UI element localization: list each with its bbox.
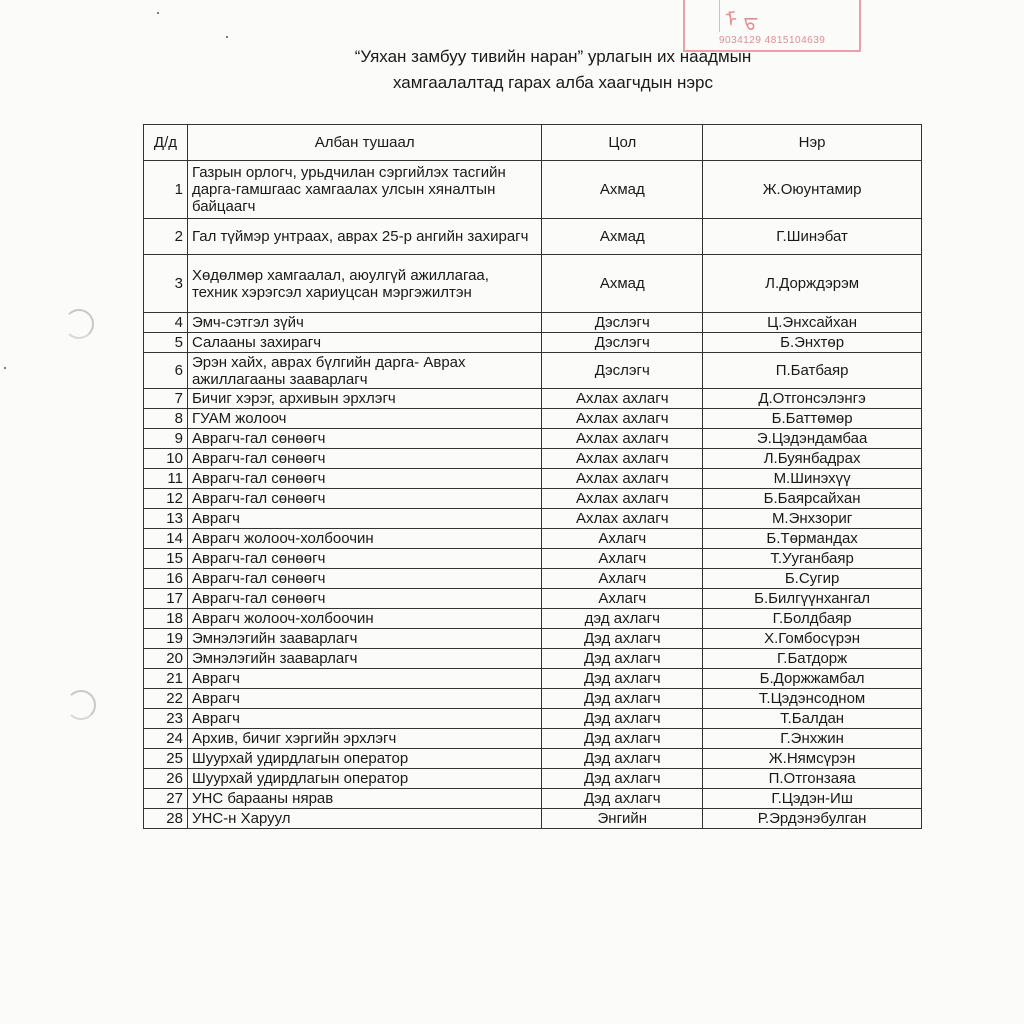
row-position: Шуурхай удирдлагын оператор (187, 769, 541, 789)
row-name: П.Отгонзаяа (703, 769, 922, 789)
stamp-divider (719, 0, 720, 32)
stamp-glyphs: ᠮ ᠳ (725, 8, 759, 32)
row-position: Эмнэлэгийн зааварлагч (187, 649, 541, 669)
scan-speck (226, 36, 228, 38)
row-name: П.Батбаяр (703, 353, 922, 389)
table-row (144, 333, 922, 353)
row-rank: Дэслэгч (542, 333, 703, 353)
row-number: 2 (144, 219, 188, 255)
row-position: Аврагч-гал сөнөөгч (187, 589, 541, 609)
table-row (144, 509, 922, 529)
table-row (144, 219, 922, 255)
row-number: 8 (144, 409, 188, 429)
row-position: Архив, бичиг хэргийн эрхлэгч (187, 729, 541, 749)
row-name: Д.Отгонсэлэнгэ (703, 389, 922, 409)
row-number: 18 (144, 609, 188, 629)
row-name: Т.Ууганбаяр (703, 549, 922, 569)
row-number: 20 (144, 649, 188, 669)
row-number: 10 (144, 449, 188, 469)
row-number: 7 (144, 389, 188, 409)
row-rank: Ахлагч (542, 569, 703, 589)
title-line-1: “Уяхан замбуу тивийн наран” урлагын их наадмын (354, 47, 752, 66)
row-name: Б.Баттөмөр (703, 409, 922, 429)
row-name: Б.Энхтөр (703, 333, 922, 353)
row-position: Хөдөлмөр хамгаалал, аюулгүй ажиллагаа, техник хэрэгсэл хариуцсан мэргэжилтэн (187, 255, 541, 313)
row-number: 9 (144, 429, 188, 449)
row-name: Г.Шинэбат (703, 219, 922, 255)
row-rank: Энгийн (542, 809, 703, 829)
row-rank: Ахмад (542, 255, 703, 313)
row-number: 4 (144, 313, 188, 333)
header-name: Нэр (703, 125, 922, 161)
row-name: Э.Цэдэндамбаа (703, 429, 922, 449)
row-name: Г.Энхжин (703, 729, 922, 749)
row-rank: Дэд ахлагч (542, 729, 703, 749)
row-rank: Дэд ахлагч (542, 669, 703, 689)
row-rank: Дэд ахлагч (542, 689, 703, 709)
row-rank: Дэд ахлагч (542, 749, 703, 769)
row-position: Аврагч-гал сөнөөгч (187, 489, 541, 509)
table-row (144, 489, 922, 509)
table-row (144, 689, 922, 709)
row-number: 14 (144, 529, 188, 549)
row-position: Аврагч-гал сөнөөгч (187, 469, 541, 489)
row-rank: дэд ахлагч (542, 609, 703, 629)
row-position: Эмч-сэтгэл зүйч (187, 313, 541, 333)
table-row (144, 255, 922, 313)
row-position: УНС-н Харуул (187, 809, 541, 829)
row-number: 12 (144, 489, 188, 509)
table-row (144, 389, 922, 409)
row-number: 23 (144, 709, 188, 729)
row-name: Л.Буянбадрах (703, 449, 922, 469)
row-number: 15 (144, 549, 188, 569)
table-row (144, 161, 922, 219)
row-position: Эрэн хайх, аврах бүлгийн дарга- Аврах ажиллагааны зааварлагч (187, 353, 541, 389)
document-title (0, 44, 1024, 96)
table-row (144, 313, 922, 333)
row-position: Шуурхай удирдлагын оператор (187, 749, 541, 769)
row-name: Т.Цэдэнсодном (703, 689, 922, 709)
row-position: Аврагч (187, 709, 541, 729)
row-rank: Ахмад (542, 219, 703, 255)
row-name: Б.Төрмандах (703, 529, 922, 549)
row-rank: Дэд ахлагч (542, 769, 703, 789)
row-name: Ц.Энхсайхан (703, 313, 922, 333)
row-number: 25 (144, 749, 188, 769)
row-rank: Ахлах ахлагч (542, 449, 703, 469)
punch-hole-bottom (66, 690, 96, 720)
row-number: 16 (144, 569, 188, 589)
row-name: Б.Билгүүнхангал (703, 589, 922, 609)
row-number: 24 (144, 729, 188, 749)
stamp-numbers: 9034129 4815104639 (719, 35, 826, 46)
row-name: Г.Болдбаяр (703, 609, 922, 629)
row-position: Гал түймэр унтраах, аврах 25-р ангийн захирагч (187, 219, 541, 255)
row-rank: Дэслэгч (542, 353, 703, 389)
table-row (144, 549, 922, 569)
row-name: Л.Дорждэрэм (703, 255, 922, 313)
table-row (144, 353, 922, 389)
row-rank: Дэд ахлагч (542, 789, 703, 809)
row-number: 11 (144, 469, 188, 489)
table-row (144, 629, 922, 649)
row-number: 27 (144, 789, 188, 809)
row-name: Б.Баярсайхан (703, 489, 922, 509)
row-number: 21 (144, 669, 188, 689)
row-number: 17 (144, 589, 188, 609)
row-number: 26 (144, 769, 188, 789)
scan-speck (4, 367, 6, 369)
table-row (144, 789, 922, 809)
table-header-row (144, 125, 922, 161)
punch-hole-top (64, 309, 94, 339)
row-rank: Дэд ахлагч (542, 709, 703, 729)
header-number: Д/д (144, 125, 188, 161)
row-rank: Ахлах ахлагч (542, 389, 703, 409)
row-number: 13 (144, 509, 188, 529)
table-row (144, 609, 922, 629)
row-position: Газрын орлогч, урьдчилан сэргийлэх тасгийн дарга-гамшгаас хамгаалах улсын хяналтын байцаагч (187, 161, 541, 219)
table-row (144, 809, 922, 829)
row-rank: Дэд ахлагч (542, 649, 703, 669)
row-name: Ж.Оюунтамир (703, 161, 922, 219)
table-row (144, 469, 922, 489)
row-position: Аврагч жолооч-холбоочин (187, 609, 541, 629)
table-row (144, 589, 922, 609)
table-row (144, 529, 922, 549)
scan-speck (157, 12, 159, 14)
row-rank: Ахлагч (542, 529, 703, 549)
row-name: Х.Гомбосүрэн (703, 629, 922, 649)
row-number: 19 (144, 629, 188, 649)
row-name: Ж.Нямсүрэн (703, 749, 922, 769)
row-number: 6 (144, 353, 188, 389)
row-name: Б.Сугир (703, 569, 922, 589)
row-number: 1 (144, 161, 188, 219)
row-position: Аврагч (187, 509, 541, 529)
row-position: Бичиг хэрэг, архивын эрхлэгч (187, 389, 541, 409)
row-number: 3 (144, 255, 188, 313)
row-position: Аврагч (187, 689, 541, 709)
row-position: Аврагч-гал сөнөөгч (187, 449, 541, 469)
row-position: УНС барааны нярав (187, 789, 541, 809)
row-rank: Ахлах ахлагч (542, 409, 703, 429)
row-rank: Дэд ахлагч (542, 629, 703, 649)
row-name: Т.Балдан (703, 709, 922, 729)
row-name: М.Энхзориг (703, 509, 922, 529)
table-row (144, 669, 922, 689)
row-position: Аврагч (187, 669, 541, 689)
table-row (144, 769, 922, 789)
row-position: ГУАМ жолооч (187, 409, 541, 429)
row-position: Аврагч-гал сөнөөгч (187, 549, 541, 569)
row-rank: Ахлах ахлагч (542, 489, 703, 509)
table-row (144, 409, 922, 429)
row-number: 22 (144, 689, 188, 709)
title-line-2: хамгаалалтад гарах алба хаагчдын нэрс (392, 73, 714, 92)
row-rank: Ахмад (542, 161, 703, 219)
row-position: Аврагч-гал сөнөөгч (187, 429, 541, 449)
row-name: Г.Батдорж (703, 649, 922, 669)
header-rank: Цол (542, 125, 703, 161)
row-rank: Ахлах ахлагч (542, 429, 703, 449)
table-body (144, 161, 922, 829)
row-rank: Ахлах ахлагч (542, 469, 703, 489)
row-position: Аврагч жолооч-холбоочин (187, 529, 541, 549)
table-row (144, 429, 922, 449)
table-row (144, 729, 922, 749)
row-position: Салааны захирагч (187, 333, 541, 353)
row-rank: Дэслэгч (542, 313, 703, 333)
table-row (144, 709, 922, 729)
row-rank: Ахлах ахлагч (542, 509, 703, 529)
row-position: Аврагч-гал сөнөөгч (187, 569, 541, 589)
table-row (144, 449, 922, 469)
row-rank: Ахлагч (542, 549, 703, 569)
row-name: М.Шинэхүү (703, 469, 922, 489)
table-row (144, 749, 922, 769)
row-name: Б.Доржжамбал (703, 669, 922, 689)
row-number: 28 (144, 809, 188, 829)
table-row (144, 569, 922, 589)
row-rank: Ахлагч (542, 589, 703, 609)
personnel-table (143, 124, 922, 829)
header-position: Албан тушаал (187, 125, 541, 161)
table-row (144, 649, 922, 669)
row-name: Г.Цэдэн-Иш (703, 789, 922, 809)
row-position: Эмнэлэгийн зааварлагч (187, 629, 541, 649)
row-number: 5 (144, 333, 188, 353)
row-name: Р.Эрдэнэбулган (703, 809, 922, 829)
